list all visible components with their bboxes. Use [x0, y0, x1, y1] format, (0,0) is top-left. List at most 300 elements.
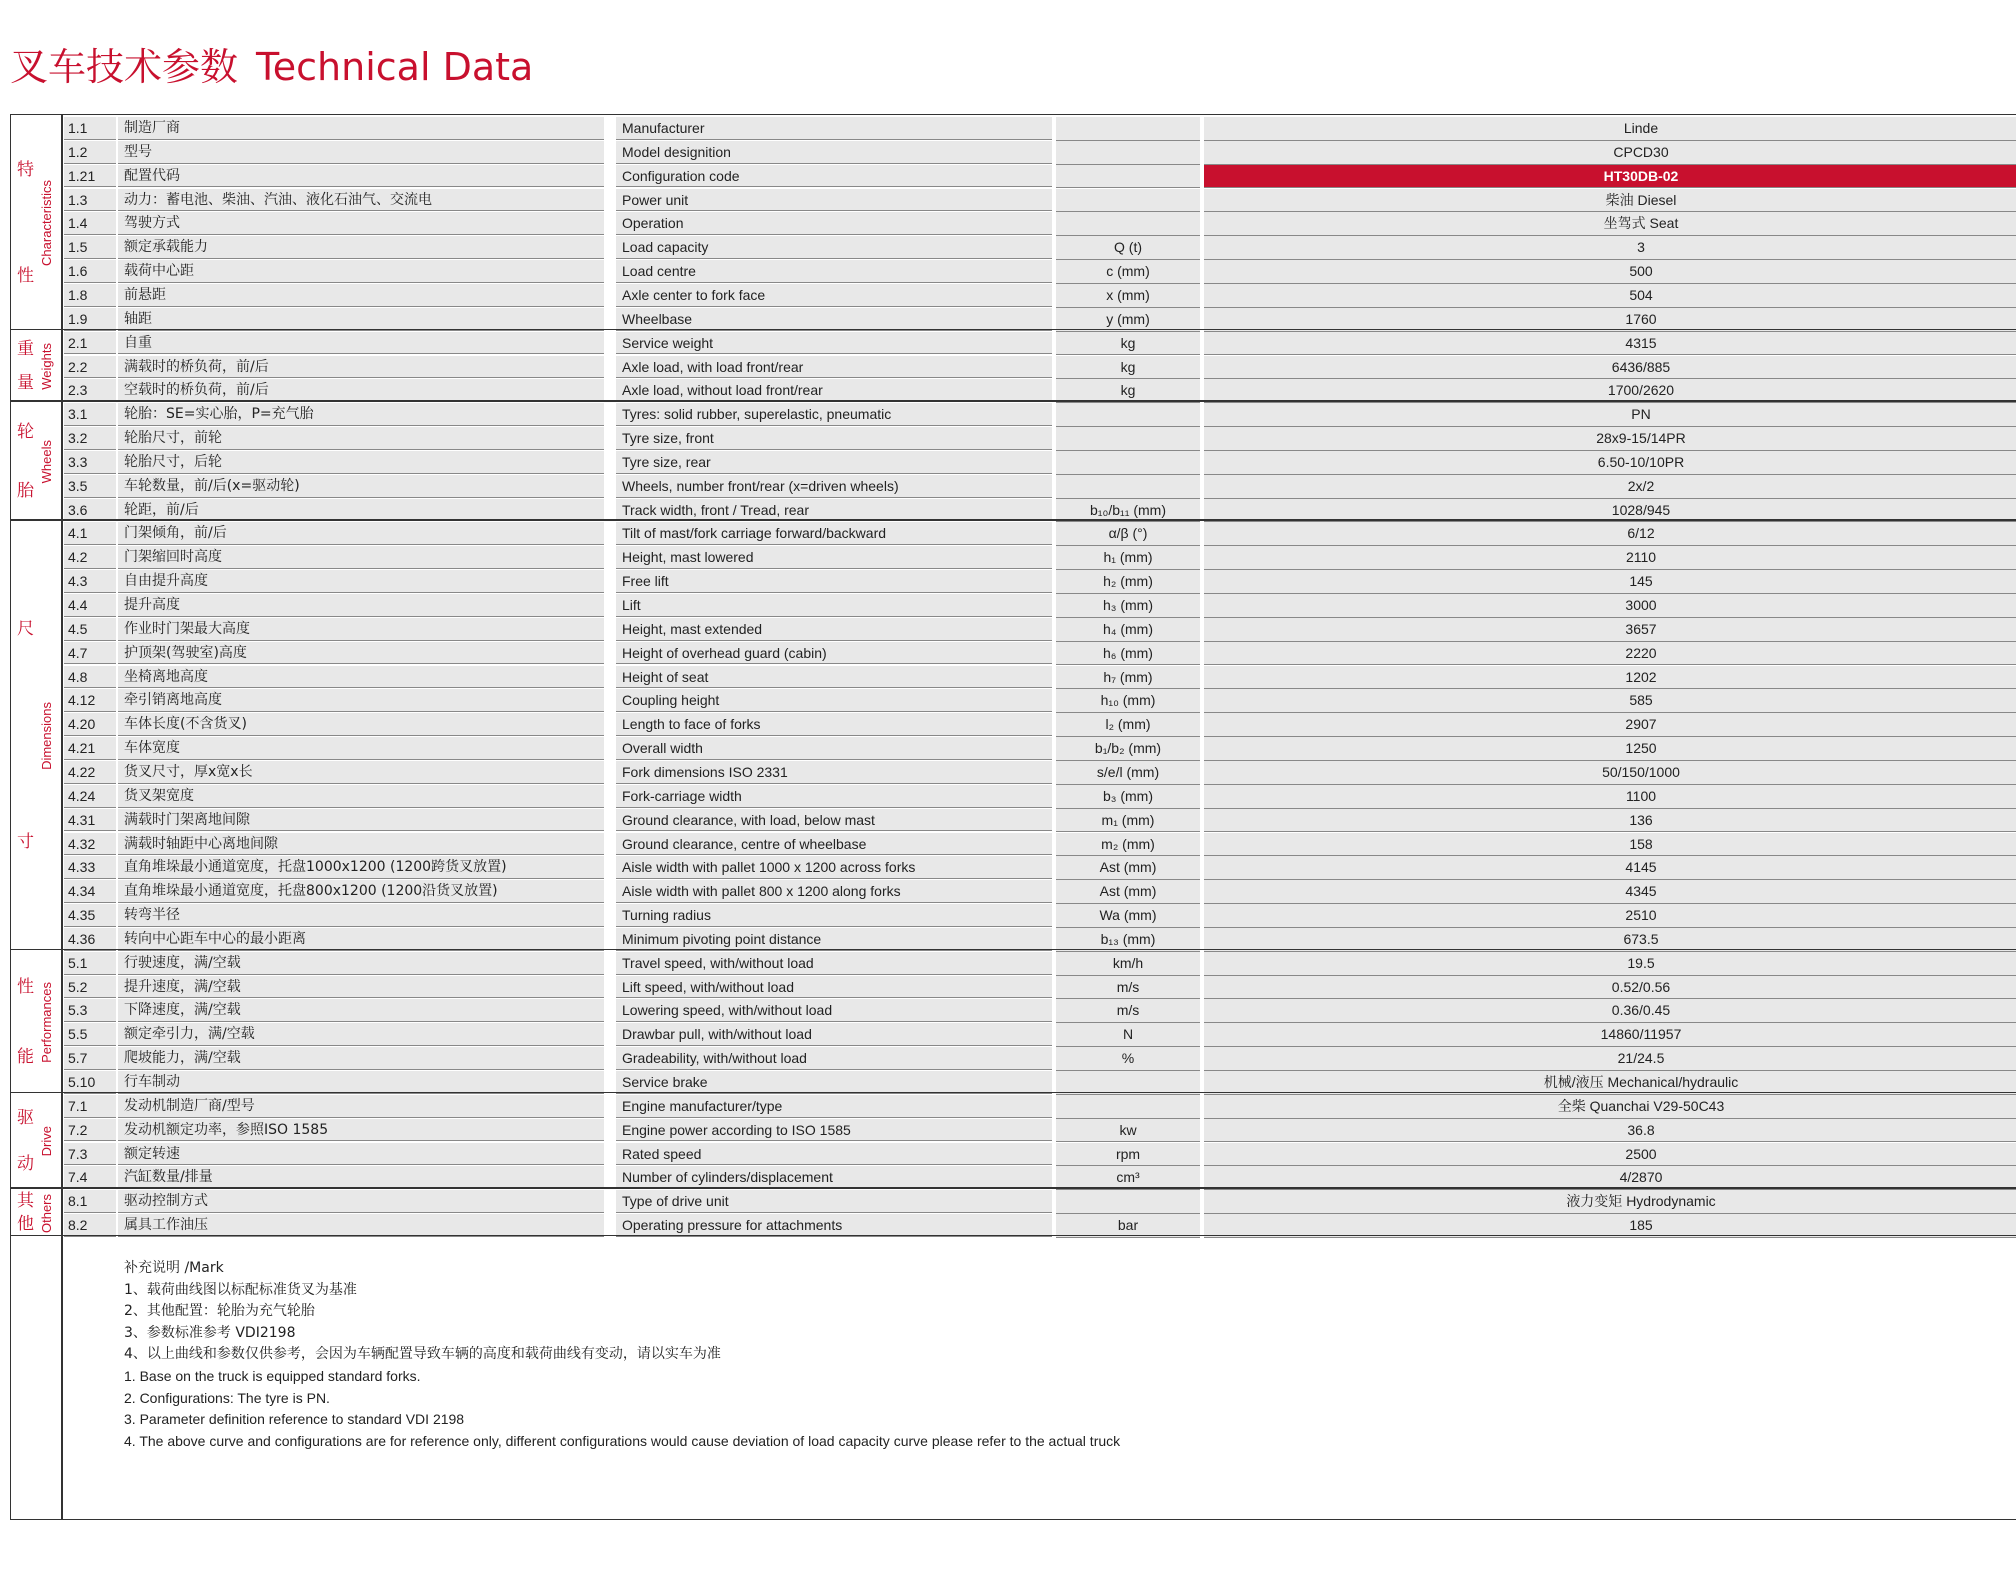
- row-label-en: Minimum pivoting point distance: [616, 928, 1052, 951]
- row-label-zh: 配置代码: [118, 165, 604, 188]
- row-label-en: Manufacturer: [616, 117, 1052, 140]
- row-value: 50/150/1000: [1204, 761, 2016, 785]
- group-label-en: Drive: [39, 1126, 54, 1157]
- table-row: [62, 833, 2016, 857]
- group-label-zh: 尺: [17, 618, 34, 639]
- row-unit: kg: [1056, 356, 1200, 380]
- table-row: [62, 952, 2016, 976]
- row-value: HT30DB-02: [1204, 165, 2016, 189]
- row-unit: [1056, 189, 1200, 213]
- row-value: 14860/11957: [1204, 1023, 2016, 1047]
- table-row: [62, 522, 2016, 546]
- row-number: 8.2: [64, 1214, 116, 1237]
- table-row: [62, 666, 2016, 690]
- row-value: 185: [1204, 1214, 2016, 1238]
- table-row: [62, 570, 2016, 594]
- row-label-en: Length to face of forks: [616, 713, 1052, 736]
- row-number: 4.33: [64, 856, 116, 879]
- row-label-en: Gradeability, with/without load: [616, 1047, 1052, 1070]
- row-label-zh: 货叉尺寸，厚x宽x长: [118, 761, 604, 784]
- table-row: [62, 880, 2016, 904]
- row-number: 5.7: [64, 1047, 116, 1070]
- row-label-en: Track width, front / Tread, rear: [616, 499, 1052, 522]
- row-unit: Q (t): [1056, 236, 1200, 260]
- group-label-en: Wheels: [39, 440, 54, 484]
- group-label-zh: 性: [17, 265, 34, 286]
- table-row: [62, 141, 2016, 165]
- row-value: 1100: [1204, 785, 2016, 809]
- row-label-zh: 空载时的桥负荷，前/后: [118, 379, 604, 402]
- note-line: 1、载荷曲线图以标配标准货叉为基准: [124, 1281, 357, 1298]
- note-line: 3. Parameter definition reference to standard VDI 2198: [124, 1411, 465, 1428]
- row-value: 28x9-15/14PR: [1204, 427, 2016, 451]
- row-label-en: Turning radius: [616, 904, 1052, 927]
- group-separator: [10, 519, 2016, 521]
- row-label-zh: 护顶架(驾驶室)高度: [118, 642, 604, 665]
- row-number: 4.1: [64, 522, 116, 545]
- group-label-en: Characteristics: [39, 180, 54, 267]
- table-row: [62, 1047, 2016, 1071]
- row-unit: h₇ (mm): [1056, 666, 1200, 690]
- row-number: 2.1: [64, 332, 116, 355]
- row-value: 6.50-10/10PR: [1204, 451, 2016, 475]
- row-number: 4.12: [64, 689, 116, 712]
- row-label-en: Height, mast extended: [616, 618, 1052, 641]
- note-line: 2. Configurations: The tyre is PN.: [124, 1389, 330, 1406]
- row-unit: [1056, 212, 1200, 236]
- row-number: 1.2: [64, 141, 116, 164]
- row-label-en: Fork dimensions ISO 2331: [616, 761, 1052, 784]
- row-value: 673.5: [1204, 928, 2016, 952]
- row-number: 3.3: [64, 451, 116, 474]
- row-label-zh: 额定牵引力，满/空载: [118, 1023, 604, 1046]
- row-unit: [1056, 1190, 1200, 1214]
- row-unit: b₃ (mm): [1056, 785, 1200, 809]
- row-number: 4.24: [64, 785, 116, 808]
- row-label-zh: 属具工作油压: [118, 1214, 604, 1237]
- row-unit: [1056, 475, 1200, 499]
- row-value: 4145: [1204, 856, 2016, 880]
- row-number: 1.8: [64, 284, 116, 307]
- row-value: 158: [1204, 833, 2016, 857]
- row-number: 1.5: [64, 236, 116, 259]
- row-unit: [1056, 1095, 1200, 1119]
- group-separator: [10, 1092, 2016, 1094]
- row-unit: Wa (mm): [1056, 904, 1200, 928]
- row-value: 2x/2: [1204, 475, 2016, 499]
- row-value: 1700/2620: [1204, 379, 2016, 403]
- row-number: 1.9: [64, 308, 116, 331]
- row-label-en: Drawbar pull, with/without load: [616, 1023, 1052, 1046]
- row-value: 21/24.5: [1204, 1047, 2016, 1071]
- row-number: 1.1: [64, 117, 116, 140]
- row-unit: [1056, 117, 1200, 141]
- row-number: 4.22: [64, 761, 116, 784]
- row-label-en: Tyre size, front: [616, 427, 1052, 450]
- group-separator: [10, 1235, 2016, 1237]
- row-unit: kw: [1056, 1119, 1200, 1143]
- note-line: 补充说明 /Mark: [124, 1260, 224, 1276]
- row-number: 2.2: [64, 356, 116, 379]
- row-value: 4345: [1204, 880, 2016, 904]
- row-label-zh: 门架倾角，前/后: [118, 522, 604, 545]
- group-label-zh: 轮: [17, 422, 34, 442]
- row-unit: h₄ (mm): [1056, 618, 1200, 642]
- row-label-zh: 转向中心距车中心的最小距离: [118, 928, 604, 951]
- note-line: 2、其他配置：轮胎为充气轮胎: [124, 1303, 315, 1320]
- row-label-en: Free lift: [616, 570, 1052, 593]
- row-number: 1.6: [64, 260, 116, 283]
- row-label-en: Engine power according to ISO 1585: [616, 1119, 1052, 1142]
- table-row: [62, 284, 2016, 308]
- group-label-zh: 性: [17, 976, 34, 997]
- table-row: [62, 212, 2016, 236]
- row-label-zh: 满载时的桥负荷，前/后: [118, 356, 604, 379]
- row-number: 4.5: [64, 618, 116, 641]
- table-row: [62, 856, 2016, 880]
- row-label-en: Axle load, without load front/rear: [616, 379, 1052, 402]
- group-label-zh: 他: [17, 1214, 34, 1235]
- table-row: [62, 594, 2016, 618]
- row-number: 5.1: [64, 952, 116, 975]
- group-label-zh: 胎: [17, 480, 34, 501]
- row-number: 7.2: [64, 1119, 116, 1142]
- group-label-en: Dimensions: [39, 702, 54, 771]
- row-number: 4.8: [64, 666, 116, 689]
- row-value: 36.8: [1204, 1119, 2016, 1143]
- table-row: [62, 1095, 2016, 1119]
- group-label-zh: 动: [17, 1154, 34, 1175]
- group-label-zh: 重: [17, 338, 34, 359]
- row-unit: Ast (mm): [1056, 856, 1200, 880]
- row-label-en: Aisle width with pallet 800 x 1200 along forks: [616, 880, 1052, 903]
- row-number: 4.20: [64, 713, 116, 736]
- row-label-en: Ground clearance, centre of wheelbase: [616, 833, 1052, 856]
- row-unit: kg: [1056, 379, 1200, 403]
- row-label-en: Wheels, number front/rear (x=driven wheels): [616, 475, 1052, 498]
- row-label-en: Travel speed, with/without load: [616, 952, 1052, 975]
- row-label-en: Number of cylinders/displacement: [616, 1166, 1052, 1189]
- table-row: [62, 1023, 2016, 1047]
- row-value: 3: [1204, 236, 2016, 260]
- row-number: 1.3: [64, 189, 116, 212]
- row-unit: m/s: [1056, 999, 1200, 1023]
- row-unit: h₃ (mm): [1056, 594, 1200, 618]
- table-row: [62, 713, 2016, 737]
- table-row: [62, 236, 2016, 260]
- row-label-zh: 转弯半径: [118, 904, 604, 927]
- row-label-zh: 自重: [118, 332, 604, 355]
- row-label-zh: 额定承载能力: [118, 236, 604, 259]
- table-row: [62, 976, 2016, 1000]
- row-value: CPCD30: [1204, 141, 2016, 165]
- row-value: 585: [1204, 689, 2016, 713]
- group-label: [10, 522, 61, 949]
- row-number: 4.34: [64, 880, 116, 903]
- table-row: [62, 117, 2016, 141]
- row-label-zh: 行驶速度，满/空载: [118, 952, 604, 975]
- row-label-en: Engine manufacturer/type: [616, 1095, 1052, 1118]
- table-row: [62, 689, 2016, 713]
- row-value: 1250: [1204, 737, 2016, 761]
- row-label-zh: 前悬距: [118, 284, 604, 307]
- row-unit: h₆ (mm): [1056, 642, 1200, 666]
- row-number: 7.1: [64, 1095, 116, 1118]
- row-unit: x (mm): [1056, 284, 1200, 308]
- group-label-zh: 特: [17, 159, 34, 180]
- row-label-en: Model designition: [616, 141, 1052, 164]
- row-unit: cm³: [1056, 1166, 1200, 1190]
- row-label-en: Axle load, with load front/rear: [616, 356, 1052, 379]
- row-value: 3000: [1204, 594, 2016, 618]
- table-row: [62, 165, 2016, 189]
- row-number: 5.2: [64, 976, 116, 999]
- note-line: 4、以上曲线和参数仅供参考，会因为车辆配置导致车辆的高度和载荷曲线有变动，请以实车为准: [124, 1346, 721, 1363]
- row-label-en: Operation: [616, 212, 1052, 235]
- group-label-en: Others: [39, 1193, 54, 1233]
- row-value: 2907: [1204, 713, 2016, 737]
- row-value: 504: [1204, 284, 2016, 308]
- row-number: 7.3: [64, 1143, 116, 1166]
- group-separator: [10, 400, 2016, 402]
- row-value: 2220: [1204, 642, 2016, 666]
- row-number: 3.1: [64, 403, 116, 426]
- row-label-en: Fork-carriage width: [616, 785, 1052, 808]
- row-value: 2500: [1204, 1143, 2016, 1167]
- row-unit: [1056, 451, 1200, 475]
- row-value: 145: [1204, 570, 2016, 594]
- row-label-zh: 作业时门架最大高度: [118, 618, 604, 641]
- group-label: [10, 1095, 61, 1188]
- row-unit: [1056, 165, 1200, 189]
- row-label-en: Type of drive unit: [616, 1190, 1052, 1213]
- row-label-en: Operating pressure for attachments: [616, 1214, 1052, 1237]
- row-number: 7.4: [64, 1166, 116, 1189]
- row-number: 5.3: [64, 999, 116, 1022]
- row-label-zh: 载荷中心距: [118, 260, 604, 283]
- row-value: 柴油 Diesel: [1204, 189, 2016, 213]
- row-unit: b₁₃ (mm): [1056, 928, 1200, 952]
- row-label-en: Tyres: solid rubber, superelastic, pneumatic: [616, 403, 1052, 426]
- page-title-zh: 叉车技术参数: [10, 45, 239, 89]
- row-unit: m/s: [1056, 976, 1200, 1000]
- row-number: 4.35: [64, 904, 116, 927]
- row-value: 2510: [1204, 904, 2016, 928]
- row-number: 4.36: [64, 928, 116, 951]
- row-label-en: Tyre size, rear: [616, 451, 1052, 474]
- row-unit: m₁ (mm): [1056, 809, 1200, 833]
- row-unit: α/β (°): [1056, 522, 1200, 546]
- table-row: [62, 546, 2016, 570]
- row-unit: s/e/l (mm): [1056, 761, 1200, 785]
- row-label-en: Aisle width with pallet 1000 x 1200 across forks: [616, 856, 1052, 879]
- row-number: 3.5: [64, 475, 116, 498]
- row-value: 500: [1204, 260, 2016, 284]
- note-line: 4. The above curve and configurations are for reference only, different configurations would cause deviation of load capacity curve please refer to the actual truck: [124, 1432, 1121, 1449]
- row-unit: rpm: [1056, 1143, 1200, 1167]
- row-unit: h₁₀ (mm): [1056, 689, 1200, 713]
- table-row: [62, 1119, 2016, 1143]
- group-separator: [10, 949, 2016, 951]
- table-row: [62, 1143, 2016, 1167]
- row-value: 0.36/0.45: [1204, 999, 2016, 1023]
- row-unit: kg: [1056, 332, 1200, 356]
- row-label-zh: 自由提升高度: [118, 570, 604, 593]
- row-label-en: Tilt of mast/fork carriage forward/backward: [616, 522, 1052, 545]
- row-number: 4.21: [64, 737, 116, 760]
- table-row: [62, 332, 2016, 356]
- row-label-zh: 提升速度，满/空载: [118, 976, 604, 999]
- table-row: [62, 618, 2016, 642]
- row-number: 1.4: [64, 212, 116, 235]
- group-label-zh: 其: [17, 1191, 34, 1212]
- row-label-zh: 动力：蓄电池、柴油、汽油、液化石油气、交流电: [118, 189, 604, 212]
- row-label-en: Rated speed: [616, 1143, 1052, 1166]
- table-row: [62, 642, 2016, 666]
- group-label: [10, 117, 61, 330]
- row-value: 全柴 Quanchai V29-50C43: [1204, 1095, 2016, 1119]
- group-label-en: Weights: [39, 343, 54, 390]
- row-unit: bar: [1056, 1214, 1200, 1238]
- row-number: 2.3: [64, 379, 116, 402]
- note-line: 1. Base on the truck is equipped standard forks.: [124, 1367, 421, 1384]
- group-label: [10, 332, 61, 402]
- row-label-en: Height of overhead guard (cabin): [616, 642, 1052, 665]
- group-label-zh: 能: [17, 1047, 34, 1068]
- row-label-en: Load capacity: [616, 236, 1052, 259]
- row-label-zh: 发动机制造厂商/型号: [118, 1095, 604, 1118]
- group-label-zh: 寸: [17, 832, 34, 853]
- row-label-en: Axle center to fork face: [616, 284, 1052, 307]
- row-number: 8.1: [64, 1190, 116, 1213]
- table-row: [62, 737, 2016, 761]
- row-label-en: Wheelbase: [616, 308, 1052, 331]
- row-number: 4.7: [64, 642, 116, 665]
- row-number: 1.21: [64, 165, 116, 188]
- row-number: 4.2: [64, 546, 116, 569]
- row-label-zh: 轮距，前/后: [118, 499, 604, 522]
- row-value: 1028/945: [1204, 499, 2016, 523]
- table-row: [62, 403, 2016, 427]
- row-number: 4.32: [64, 833, 116, 856]
- row-label-zh: 驱动控制方式: [118, 1190, 604, 1213]
- row-label-en: Overall width: [616, 737, 1052, 760]
- row-value: 4315: [1204, 332, 2016, 356]
- row-label-zh: 爬坡能力，满/空载: [118, 1047, 604, 1070]
- row-value: 1202: [1204, 666, 2016, 690]
- table-row: [62, 451, 2016, 475]
- row-label-en: Power unit: [616, 189, 1052, 212]
- row-unit: b₁₀/b₁₁ (mm): [1056, 499, 1200, 523]
- row-label-zh: 货叉架宽度: [118, 785, 604, 808]
- row-number: 3.2: [64, 427, 116, 450]
- row-label-en: Height, mast lowered: [616, 546, 1052, 569]
- group-label-zh: 量: [17, 373, 34, 394]
- row-unit: l₂ (mm): [1056, 713, 1200, 737]
- row-label-zh: 行车制动: [118, 1071, 604, 1094]
- row-value: 3657: [1204, 618, 2016, 642]
- row-value: 4/2870: [1204, 1166, 2016, 1190]
- row-label-en: Lift speed, with/without load: [616, 976, 1052, 999]
- row-label-en: Ground clearance, with load, below mast: [616, 809, 1052, 832]
- group-label: [10, 952, 61, 1093]
- row-label-zh: 满载时门架离地间隙: [118, 809, 604, 832]
- row-label-zh: 轮胎尺寸，前轮: [118, 427, 604, 450]
- row-label-zh: 汽缸数量/排量: [118, 1166, 604, 1189]
- row-value: 6/12: [1204, 522, 2016, 546]
- note-line: 3、参数标准参考 VDI2198: [124, 1324, 296, 1341]
- row-label-en: Height of seat: [616, 666, 1052, 689]
- row-value: Linde: [1204, 117, 2016, 141]
- row-value: PN: [1204, 403, 2016, 427]
- group-separator: [10, 1187, 2016, 1189]
- row-value: 6436/885: [1204, 356, 2016, 380]
- table-row: [62, 427, 2016, 451]
- row-value: 1760: [1204, 308, 2016, 332]
- row-unit: %: [1056, 1047, 1200, 1071]
- table-row: [62, 189, 2016, 213]
- row-label-zh: 型号: [118, 141, 604, 164]
- row-label-zh: 下降速度，满/空载: [118, 999, 604, 1022]
- row-label-zh: 轮胎：SE=实心胎，P=充气胎: [118, 403, 604, 426]
- row-value: 19.5: [1204, 952, 2016, 976]
- row-unit: km/h: [1056, 952, 1200, 976]
- row-label-zh: 车轮数量，前/后(x=驱动轮): [118, 475, 604, 498]
- row-label-zh: 提升高度: [118, 594, 604, 617]
- table-row: [62, 809, 2016, 833]
- group-label: [10, 1190, 61, 1236]
- row-label-zh: 车体长度(不含货叉): [118, 713, 604, 736]
- row-label-zh: 制造厂商: [118, 117, 604, 140]
- row-number: 5.5: [64, 1023, 116, 1046]
- row-unit: m₂ (mm): [1056, 833, 1200, 857]
- group-label-zh: 驱: [17, 1107, 34, 1128]
- row-number: 4.3: [64, 570, 116, 593]
- row-number: 4.4: [64, 594, 116, 617]
- row-number: 4.31: [64, 809, 116, 832]
- group-separator: [10, 329, 2016, 331]
- row-label-zh: 车体宽度: [118, 737, 604, 760]
- notes-block: [124, 1258, 1120, 1452]
- table-row: [62, 356, 2016, 380]
- table-row: [62, 260, 2016, 284]
- row-label-zh: 轮胎尺寸，后轮: [118, 451, 604, 474]
- row-label-en: Load centre: [616, 260, 1052, 283]
- table-row: [62, 999, 2016, 1023]
- row-label-zh: 直角堆垛最小通道宽度，托盘800x1200 (1200沿货叉放置): [118, 880, 604, 903]
- row-label-zh: 坐椅离地高度: [118, 666, 604, 689]
- row-unit: [1056, 403, 1200, 427]
- row-unit: y (mm): [1056, 308, 1200, 332]
- row-label-zh: 驾驶方式: [118, 212, 604, 235]
- row-label-en: Configuration code: [616, 165, 1052, 188]
- page-title-en: Technical Data: [256, 45, 534, 89]
- group-label-en: Performances: [39, 981, 54, 1063]
- row-label-zh: 门架缩回时高度: [118, 546, 604, 569]
- row-label-zh: 直角堆垛最小通道宽度，托盘1000x1200 (1200跨货叉放置): [118, 856, 604, 879]
- table-row: [62, 785, 2016, 809]
- row-unit: b₁/b₂ (mm): [1056, 737, 1200, 761]
- row-number: 5.10: [64, 1071, 116, 1094]
- row-number: 3.6: [64, 499, 116, 522]
- row-value: 136: [1204, 809, 2016, 833]
- row-value: 坐驾式 Seat: [1204, 212, 2016, 236]
- row-unit: [1056, 427, 1200, 451]
- row-value: 液力变矩 Hydrodynamic: [1204, 1190, 2016, 1214]
- row-unit: h₂ (mm): [1056, 570, 1200, 594]
- row-unit: c (mm): [1056, 260, 1200, 284]
- row-unit: Ast (mm): [1056, 880, 1200, 904]
